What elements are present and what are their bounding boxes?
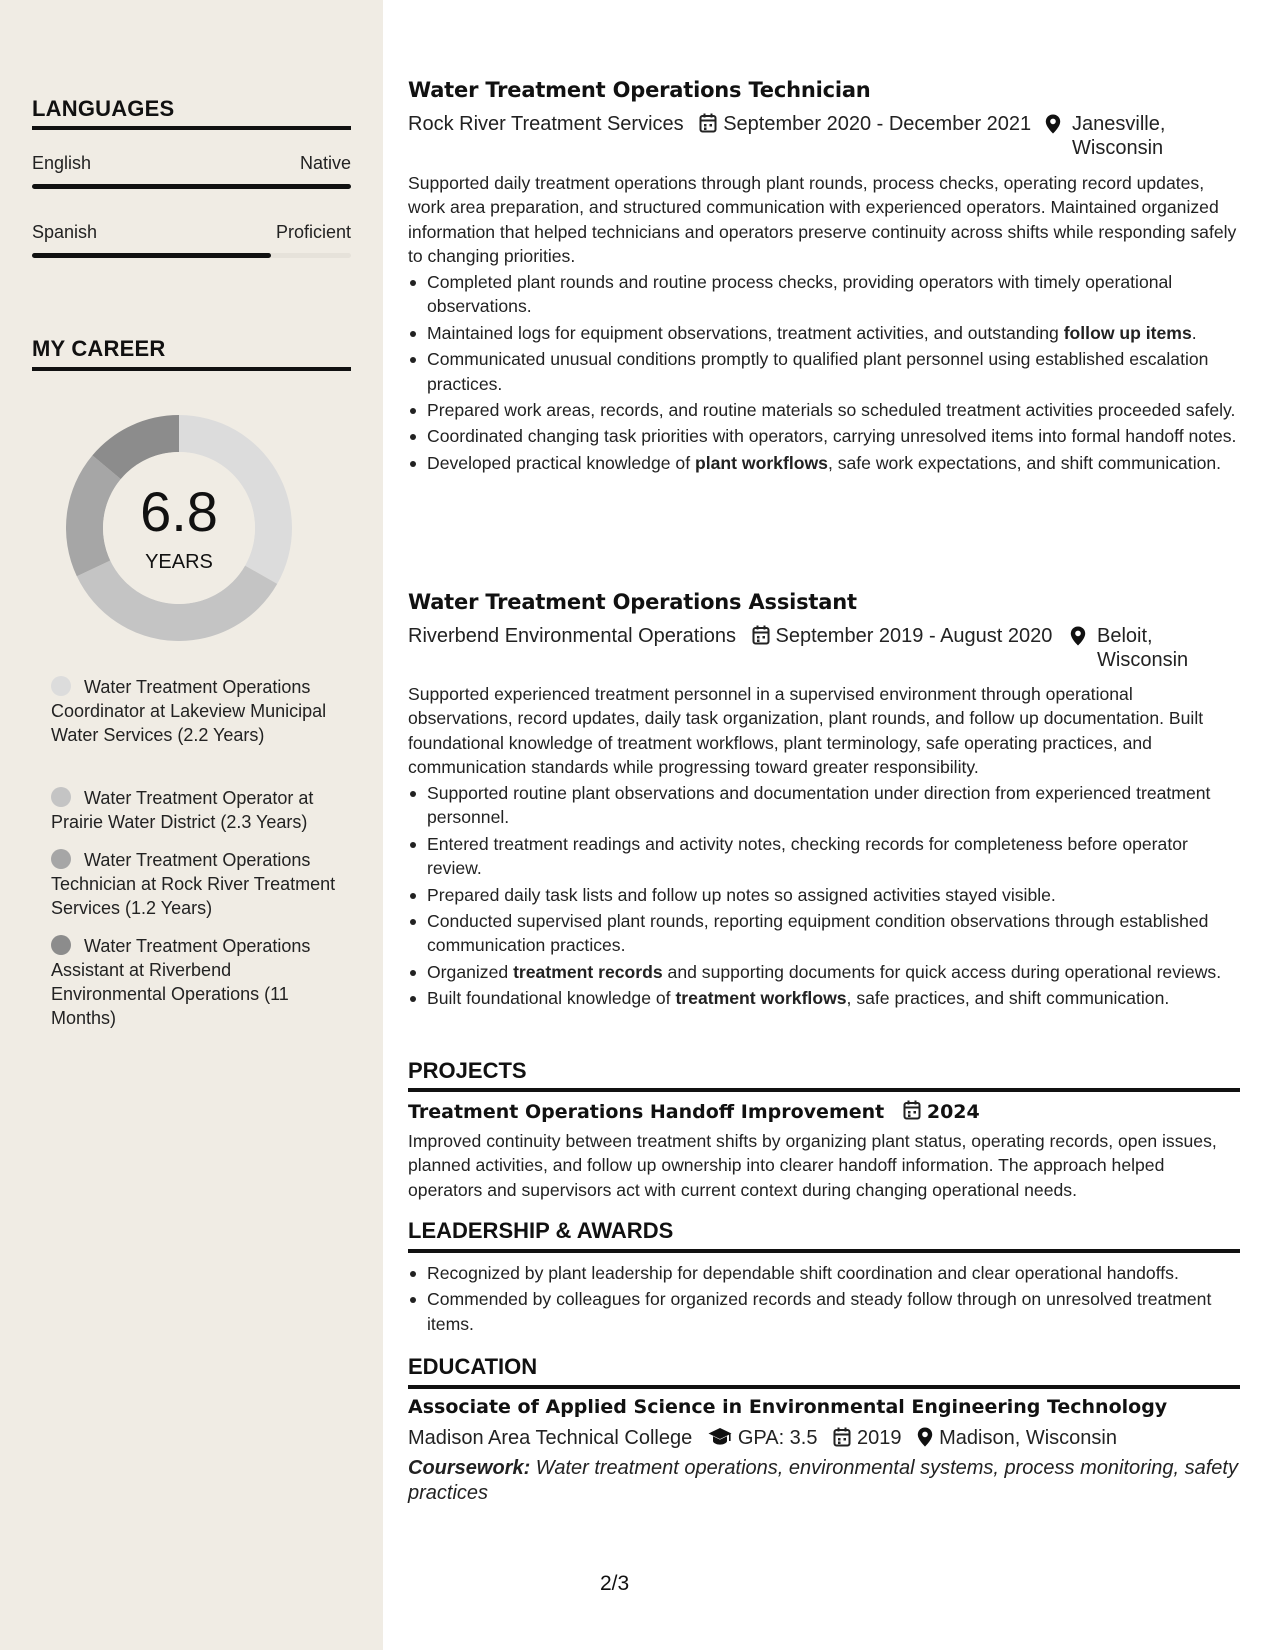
language-bar-fill — [32, 184, 351, 189]
graduation-year: 2019 — [857, 1427, 902, 1449]
legend-dot-icon — [51, 935, 71, 955]
languages-rule — [32, 126, 351, 130]
list-item: Supported routine plant observations and documentation under direction from experienced treatment personnel. — [408, 781, 1240, 830]
page-number: 2/3 — [600, 1572, 630, 1595]
location-line: Janesville, — [1072, 113, 1166, 135]
calendar-icon — [699, 113, 717, 139]
career-item-text: Water Treatment Operations Assistant at Riverbend Environmental Operations (11 Months) — [51, 936, 311, 1028]
language-name: English — [32, 153, 92, 173]
career-item-text: Water Treatment Operator at Prairie Water District (2.3 Years) — [51, 788, 314, 832]
location-line: Beloit, — [1097, 625, 1153, 647]
list-item: Completed plant rounds and routine process checks, providing operators with timely operational observations. — [408, 270, 1240, 319]
list-item: Prepared daily task lists and follow up notes so assigned activities stayed visible. — [408, 883, 1240, 907]
job-summary: Supported daily treatment operations through plant rounds, process checks, operating record updates, work area preparation, and structured communication with experienced operators. Maintained organized information that helped technicians and operators preserve continuity across shifts while responding safely to changing priorities. — [408, 173, 1237, 267]
career-item-text: Water Treatment Operations Technician at Rock River Treatment Services (1.2 Years) — [51, 850, 336, 918]
legend-dot-icon — [51, 787, 71, 807]
legend-dot-icon — [51, 676, 71, 696]
leadership-list — [408, 1261, 1240, 1338]
education-heading: EDUCATION — [408, 1354, 538, 1379]
language-level: Native — [299, 153, 351, 173]
main-content — [408, 0, 1240, 1650]
language-row-english — [32, 153, 351, 174]
career-item — [51, 848, 336, 920]
coursework-text: Water treatment operations, environmental systems, process monitoring, safety practices — [408, 1457, 1238, 1504]
location-line: Wisconsin — [1097, 649, 1189, 671]
list-item: Maintained logs for equipment observations, treatment activities, and outstanding follow up items. — [408, 321, 1240, 345]
job-dates: September 2019 - August 2020 — [775, 625, 1053, 647]
graduation-cap-icon — [708, 1427, 732, 1453]
list-item: Developed practical knowledge of plant workflows, safe work expectations, and shift communication. — [408, 451, 1240, 475]
job-location — [1097, 624, 1188, 672]
job-dates: September 2020 - December 2021 — [723, 113, 1032, 135]
languages-heading: LANGUAGES — [32, 96, 175, 121]
school-location: Madison, Wisconsin — [939, 1427, 1117, 1449]
job-meta — [408, 624, 1052, 651]
list-item: Organized treatment records and supporting documents for quick access during operational reviews. — [408, 960, 1240, 984]
project-title-text: Treatment Operations Handoff Improvement — [408, 1101, 885, 1123]
projects-heading: PROJECTS — [408, 1058, 527, 1083]
career-total-unit: YEARS — [145, 551, 213, 573]
legend-dot-icon — [51, 849, 71, 869]
language-level: Proficient — [275, 222, 351, 242]
job-summary: Supported experienced treatment personnel in a supervised environment through operational observations, record updates, daily task organization, plant rounds, and follow up documentation. Built foundational knowledge of treatment workflows, plant terminology, safe operating practices, and communication standards while progressing toward greater responsibility. — [408, 684, 1204, 778]
coursework-label: Coursework: — [408, 1457, 531, 1479]
projects-rule — [408, 1088, 1240, 1092]
language-name: Spanish — [32, 222, 98, 242]
degree-title: Associate of Applied Science in Environmental Engineering Technology — [408, 1396, 1168, 1418]
calendar-icon — [833, 1427, 851, 1453]
gpa: GPA: 3.5 — [737, 1427, 818, 1449]
list-item: Recognized by plant leadership for dependable shift coordination and clear operational handoffs. — [408, 1261, 1240, 1285]
project-year: 2024 — [926, 1101, 980, 1123]
job-bullets — [408, 781, 1240, 1013]
career-rule — [32, 367, 351, 371]
career-item — [51, 675, 336, 747]
leadership-heading: LEADERSHIP & AWARDS — [408, 1218, 674, 1243]
language-bar-fill — [32, 253, 271, 258]
calendar-icon — [752, 625, 770, 651]
list-item: Prepared work areas, records, and routine materials so scheduled treatment activities proceeded safely. — [408, 398, 1240, 422]
project-title — [408, 1100, 980, 1125]
list-item: Conducted supervised plant rounds, reporting equipment condition observations through established communication practices. — [408, 909, 1240, 958]
job-title: Water Treatment Operations Assistant — [408, 590, 857, 614]
education-meta — [408, 1426, 1117, 1453]
language-bar-english — [32, 184, 351, 189]
leadership-rule — [408, 1249, 1240, 1253]
sidebar — [0, 0, 383, 1650]
calendar-icon — [903, 1100, 921, 1125]
company-name: Rock River Treatment Services — [408, 113, 684, 135]
list-item: Built foundational knowledge of treatment workflows, safe practices, and shift communication. — [408, 986, 1240, 1010]
company-name: Riverbend Environmental Operations — [408, 625, 736, 647]
job-meta — [408, 112, 1031, 139]
list-item: Coordinated changing task priorities with operators, carrying unresolved items into formal handoff notes. — [408, 424, 1240, 448]
job-title: Water Treatment Operations Technician — [408, 78, 871, 102]
language-row-spanish — [32, 222, 351, 243]
location-line: Wisconsin — [1072, 137, 1164, 159]
location-pin-icon — [1070, 626, 1086, 651]
career-item-text: Water Treatment Operations Coordinator at Lakeview Municipal Water Services (2.2 Years) — [51, 677, 327, 745]
career-total-years: 6.8 — [140, 480, 218, 543]
job-location — [1072, 112, 1165, 160]
language-bar-spanish — [32, 253, 351, 258]
location-pin-icon — [1045, 114, 1061, 139]
school-name: Madison Area Technical College — [408, 1427, 693, 1449]
career-item — [51, 934, 336, 1030]
list-item: Commended by colleagues for organized records and steady follow through on unresolved treatment items. — [408, 1287, 1240, 1336]
list-item: Communicated unusual conditions promptly to qualified plant personnel using established escalation practices. — [408, 347, 1240, 396]
list-item: Entered treatment readings and activity notes, checking records for completeness before operator review. — [408, 832, 1240, 881]
location-pin-icon — [917, 1427, 933, 1453]
job-bullets — [408, 270, 1240, 477]
career-item — [51, 786, 336, 834]
career-heading: MY CAREER — [32, 336, 166, 361]
project-description: Improved continuity between treatment shifts by organizing plant status, operating records, open issues, planned activities, and follow up ownership into clearer handoff information. The approach helped operators and supervisors act with current context during changing operational needs. — [408, 1131, 1217, 1200]
coursework — [408, 1456, 1240, 1506]
education-rule — [408, 1385, 1240, 1389]
